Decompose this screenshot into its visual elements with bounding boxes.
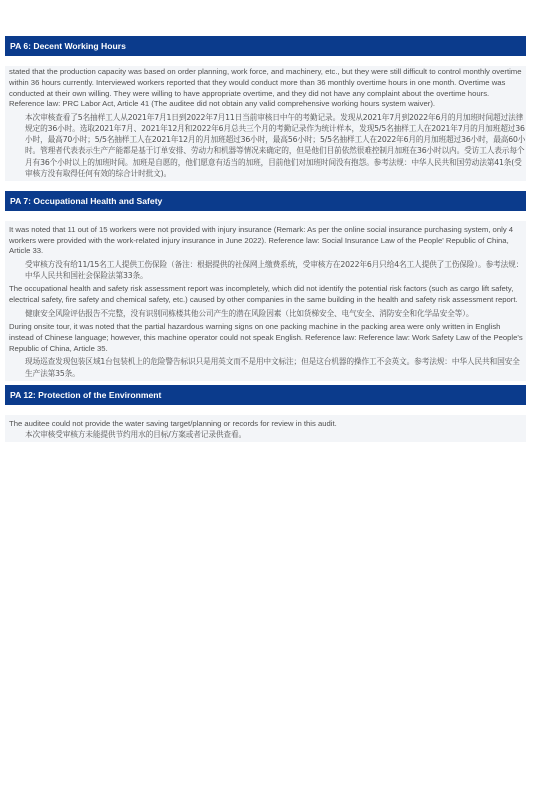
- section-pa12: [5, 385, 526, 443]
- section-pa6: [5, 36, 526, 181]
- finding-text-cn: 本次审核查看了5名抽样工人从2021年7月1日到2022年7月11日当前审核日中午的考勤记录。发现从2021年7月到2022年6月的月加班时间超过法律规定的36小时。选取2021年7月、2021年12月和2022年6月总共三个月的考勤记录作为统计样本，发现5/5名抽样工人在2021年7月的月加班超过36小时，最高70小时；5/5名抽样工人在2021年12月的月加班超过36小时，最高56小时；5/5名抽样工人在2022年6月的月加班超过36小时，最高60小时。管理者代表表示生产产能都是基于订单安排、劳动力和机器等情况来确定的，但是他们目前依然很难控制月加班在36小时以内。受访工人表示每个月有36个小时以上的加班时间。加班是自愿的，他们愿意有适当的加班，目前他们对加班时间没有抱怨。参考法规：中华人民共和国劳动法第41条(受审核方没有取得任何有效的综合计时批文)。: [25, 113, 526, 178]
- finding-text-en: During onsite tour, it was noted that the partial hazardous warning signs on one packing machine in the packing area were only written in English instead of Chinese language; however, this machine operator could not speak English. Reference law: Reference law: Work Safety Law of the People's Republic of China, Article 35.: [9, 322, 523, 353]
- finding-text-en: The auditee could not provide the water saving target/planning or records for review in this audit.: [9, 418, 337, 428]
- section-title: PA 12: Protection of the Environment: [5, 385, 526, 405]
- finding-text-en: It was noted that 11 out of 15 workers were not provided with injury insurance (Remark: As per the online social insurance purchasing system, only 4 workers were provided with the work-related injury insurance in June 2022). Reference law: Social Insurance Law of the People' Republic of China, Article 33.: [9, 224, 514, 256]
- finding-text-cn: 受审核方没有给11/15名工人提供工伤保险（备注：根据提供的社保网上缴费系统，受审核方在2022年6月只给4名工人提供了工伤保险）。参考法规：中华人民共和国社会保险法第33条。: [25, 260, 524, 281]
- section-title: PA 7: Occupational Health and Safety: [5, 191, 526, 211]
- finding-text-cn: 健康安全风险评估报告不完整，没有识别同栋楼其他公司产生的潜在风险因素（比如货梯安全、电气安全、消防安全和化学品安全等）。: [25, 308, 474, 318]
- section-pa7: [5, 191, 526, 381]
- finding-text-en: The occupational health and safety risk assessment report was incompletely, which did not identify the potential risk factors (such as cargo lift safety, electrical safety, fire safety and chemical safety, etc.) caused by other companies in the same building in the health and safety risk assessment report.: [9, 284, 518, 305]
- section-body: [5, 66, 526, 181]
- report-page: [5, 36, 526, 442]
- finding-text-cn: 现场巡查发现包装区域1台包装机上的危险警告标识只是用英文而不是用中文标注；但是这台机器的操作工不会英文。参考法规：中华人民共和国安全生产法第35条。: [25, 357, 520, 378]
- finding-text-cn: 本次审核受审核方未能提供节约用水的目标/方案或者记录供查看。: [25, 430, 247, 440]
- section-body: [5, 221, 526, 381]
- section-title: PA 6: Decent Working Hours: [5, 36, 526, 56]
- finding-text-en: stated that the production capacity was based on order planning, work force, and machinery, etc., but they were still difficult to control monthly overtime within 36 hours currently. Interviewed workers reported that they would conduct more than 36 monthly overtime hours in one month. Overtime was conducted at their own willing. They were willing to have appropriate overtime, and they did not have any complaint about the overtime hours. Reference law: PRC Labor Act, Article 41 (The auditee did not obtain any valid comprehensive working hours system waiver).: [9, 67, 522, 109]
- section-body: [5, 415, 526, 443]
